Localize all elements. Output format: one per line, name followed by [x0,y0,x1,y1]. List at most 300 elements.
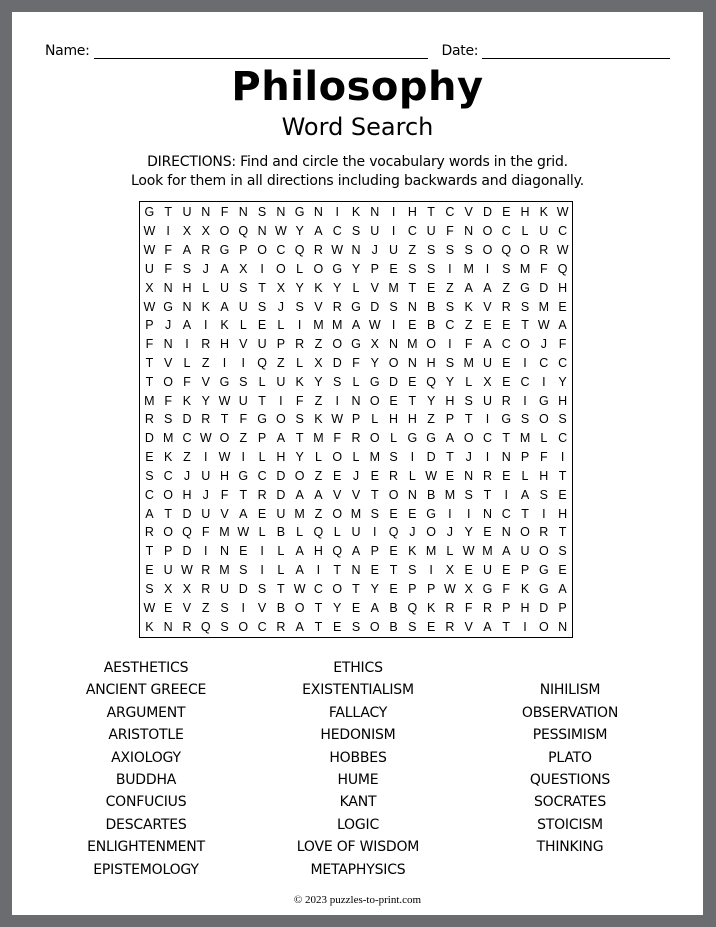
grid-cell[interactable]: Y [558,374,567,389]
grid-cell[interactable]: I [429,563,433,578]
grid-cell[interactable]: S [295,412,304,427]
grid-cell[interactable]: T [521,506,529,521]
grid-cell[interactable]: J [202,487,209,502]
grid-cell[interactable]: I [185,337,189,352]
grid-cell[interactable]: O [369,393,380,408]
grid-cell[interactable]: L [296,525,304,540]
grid-cell[interactable]: A [295,619,304,634]
grid-cell[interactable]: G [538,563,549,578]
grid-cell[interactable]: W [556,205,569,220]
grid-cell[interactable]: R [389,468,399,483]
grid-cell[interactable]: S [351,224,361,239]
grid-cell[interactable]: O [219,431,230,446]
grid-cell[interactable]: J [183,468,191,483]
grid-cell[interactable]: N [201,205,211,220]
grid-cell[interactable]: Z [502,280,511,295]
grid-cell[interactable]: D [238,581,248,596]
grid-cell[interactable]: R [276,619,286,634]
grid-cell[interactable]: L [352,450,360,465]
grid-cell[interactable]: L [258,450,266,465]
grid-cell[interactable]: O [294,468,305,483]
grid-cell[interactable]: M [463,356,474,370]
grid-cell[interactable]: W [143,243,156,258]
grid-cell[interactable]: M [407,337,418,352]
grid-cell[interactable]: X [182,224,192,239]
grid-cell[interactable]: B [276,600,286,615]
grid-cell[interactable]: T [464,412,473,427]
grid-cell[interactable]: I [485,261,490,276]
grid-cell[interactable]: O [520,525,530,540]
grid-cell[interactable]: U [144,261,154,276]
grid-cell[interactable]: T [145,356,154,370]
grid-cell[interactable]: O [520,243,530,258]
grid-cell[interactable]: W [143,299,156,314]
grid-cell[interactable]: J [165,318,172,333]
grid-cell[interactable]: U [539,224,549,239]
grid-cell[interactable]: S [558,544,567,559]
grid-cell[interactable]: F [446,224,454,239]
grid-cell[interactable]: F [164,243,172,258]
grid-cell[interactable]: T [427,205,435,220]
grid-cell[interactable]: L [352,374,360,389]
grid-cell[interactable]: A [239,506,248,521]
grid-cell[interactable]: T [558,525,567,540]
grid-cell[interactable]: B [426,299,436,314]
grid-cell[interactable]: I [297,318,302,333]
grid-cell[interactable]: N [464,468,474,483]
grid-cell[interactable]: F [295,393,304,408]
grid-cell[interactable]: M [313,431,324,446]
grid-cell[interactable]: S [145,468,154,483]
grid-cell[interactable]: T [164,205,172,220]
grid-cell[interactable]: P [145,318,154,333]
grid-cell[interactable]: A [314,487,323,502]
grid-cell[interactable]: F [183,374,191,389]
grid-cell[interactable]: S [464,393,473,408]
grid-cell[interactable]: W [537,318,550,333]
grid-cell[interactable]: B [389,619,398,634]
grid-cell[interactable]: S [351,619,361,634]
grid-cell[interactable]: H [426,356,436,370]
grid-cell[interactable]: R [201,412,211,427]
grid-cell[interactable]: G [520,280,530,295]
grid-cell[interactable]: K [408,544,417,559]
grid-cell[interactable]: T [145,544,154,559]
grid-cell[interactable]: E [351,600,361,615]
grid-cell[interactable]: U [482,563,492,578]
grid-cell[interactable]: J [277,299,284,314]
grid-cell[interactable]: T [558,468,567,483]
grid-cell[interactable]: K [520,581,530,596]
grid-cell[interactable]: H [389,412,399,427]
grid-cell[interactable]: S [370,506,379,521]
grid-cell[interactable]: M [369,450,380,465]
grid-cell[interactable]: E [464,563,473,578]
grid-cell[interactable]: P [558,600,567,615]
grid-cell[interactable]: G [351,299,361,314]
grid-cell[interactable]: F [333,431,342,446]
grid-cell[interactable]: V [370,280,379,295]
grid-cell[interactable]: E [426,619,436,634]
grid-cell[interactable]: U [182,205,192,220]
grid-cell[interactable]: O [426,337,436,352]
grid-cell[interactable]: M [388,280,399,295]
grid-cell[interactable]: T [521,318,529,333]
grid-cell[interactable]: X [201,224,210,239]
grid-cell[interactable]: O [538,412,549,427]
grid-cell[interactable]: X [445,563,455,578]
grid-cell[interactable]: W [462,544,475,559]
grid-cell[interactable]: I [523,393,527,408]
grid-cell[interactable]: A [520,487,530,502]
grid-cell[interactable]: M [482,544,493,559]
grid-cell[interactable]: E [426,280,436,295]
grid-cell[interactable]: Q [238,224,249,239]
grid-cell[interactable]: T [408,280,417,295]
grid-cell[interactable]: X [182,581,192,596]
grid-cell[interactable]: U [482,393,492,408]
grid-cell[interactable]: O [388,487,399,502]
grid-cell[interactable]: V [201,374,210,389]
grid-cell[interactable]: U [276,374,286,389]
grid-cell[interactable]: A [483,619,492,634]
grid-cell[interactable]: I [485,450,490,465]
grid-cell[interactable]: U [426,224,436,239]
grid-cell[interactable]: O [219,224,230,239]
grid-cell[interactable]: C [558,356,568,370]
grid-cell[interactable]: Y [445,374,455,389]
grid-cell[interactable]: G [219,374,230,389]
grid-cell[interactable]: S [558,412,567,427]
grid-cell[interactable]: C [482,431,492,446]
grid-cell[interactable]: E [389,393,398,408]
grid-cell[interactable]: O [163,487,174,502]
grid-cell[interactable]: S [539,487,548,502]
grid-cell[interactable]: N [407,299,417,314]
grid-cell[interactable]: P [370,261,379,276]
grid-cell[interactable]: C [445,205,455,220]
grid-cell[interactable]: F [352,356,360,370]
grid-cell[interactable]: H [445,393,455,408]
grid-cell[interactable]: J [352,468,360,483]
grid-cell[interactable]: E [502,468,511,483]
grid-cell[interactable]: G [369,374,380,389]
grid-cell[interactable]: E [389,261,398,276]
grid-cell[interactable]: I [504,487,508,502]
grid-cell[interactable]: Z [427,412,435,427]
grid-cell[interactable]: G [501,412,512,427]
grid-cell[interactable]: I [260,544,264,559]
grid-cell[interactable]: K [164,450,173,465]
grid-cell[interactable]: S [426,261,436,276]
grid-cell[interactable]: C [501,506,511,521]
grid-cell[interactable]: E [145,450,154,465]
grid-cell[interactable]: L [277,544,285,559]
grid-cell[interactable]: P [520,450,530,465]
grid-cell[interactable]: Z [314,468,323,483]
grid-cell[interactable]: Y [370,581,379,596]
grid-cell[interactable]: C [445,318,455,333]
grid-cell[interactable]: N [238,205,248,220]
grid-cell[interactable]: W [556,243,569,258]
grid-cell[interactable]: I [260,563,264,578]
grid-cell[interactable]: R [332,299,342,314]
grid-cell[interactable]: T [370,487,379,502]
grid-cell[interactable]: A [182,318,192,333]
grid-cell[interactable]: G [538,393,549,408]
grid-cell[interactable]: R [313,243,323,258]
grid-cell[interactable]: L [446,544,454,559]
grid-cell[interactable]: Q [294,243,305,258]
grid-cell[interactable]: M [294,506,305,521]
grid-cell[interactable]: N [482,506,492,521]
grid-cell[interactable]: G [219,243,230,258]
grid-cell[interactable]: I [448,506,452,521]
grid-cell[interactable]: U [238,299,248,314]
grid-cell[interactable]: A [220,261,229,276]
grid-cell[interactable]: U [389,243,399,258]
date-field[interactable] [482,44,670,59]
grid-cell[interactable]: C [144,487,154,502]
grid-cell[interactable]: N [558,619,568,634]
grid-cell[interactable]: S [464,243,473,258]
grid-cell[interactable]: O [538,619,549,634]
grid-cell[interactable]: O [369,431,380,446]
grid-cell[interactable]: N [182,299,192,314]
grid-cell[interactable]: L [352,280,360,295]
grid-cell[interactable]: C [539,356,549,370]
grid-cell[interactable]: I [485,412,490,427]
grid-cell[interactable]: U [482,356,492,370]
grid-cell[interactable]: U [238,393,248,408]
grid-cell[interactable]: A [351,318,361,333]
grid-cell[interactable]: J [202,261,209,276]
grid-cell[interactable]: A [483,337,492,352]
grid-cell[interactable]: S [408,563,417,578]
grid-cell[interactable]: C [558,224,568,239]
grid-cell[interactable]: S [182,261,192,276]
grid-cell[interactable]: F [164,261,172,276]
grid-cell[interactable]: T [483,487,492,502]
grid-cell[interactable]: N [501,525,511,540]
grid-cell[interactable]: Z [464,318,473,333]
grid-cell[interactable]: E [164,600,173,615]
grid-cell[interactable]: E [558,563,567,578]
grid-cell[interactable]: A [276,431,286,446]
grid-cell[interactable]: H [558,506,568,521]
grid-cell[interactable]: D [426,450,436,465]
grid-cell[interactable]: L [239,318,247,333]
grid-cell[interactable]: O [332,506,343,521]
grid-cell[interactable]: O [275,412,286,427]
grid-cell[interactable]: Y [426,393,436,408]
grid-cell[interactable]: O [313,261,324,276]
grid-cell[interactable]: S [220,619,229,634]
grid-cell[interactable]: A [370,600,379,615]
grid-cell[interactable]: K [539,205,548,220]
grid-cell[interactable]: T [277,581,285,596]
grid-cell[interactable]: W [218,393,231,408]
grid-cell[interactable]: I [203,318,208,333]
grid-cell[interactable]: P [351,412,361,427]
grid-cell[interactable]: M [219,525,230,540]
grid-cell[interactable]: O [163,525,174,540]
grid-cell[interactable]: U [520,544,530,559]
grid-cell[interactable]: N [351,393,361,408]
grid-cell[interactable]: R [295,337,305,352]
grid-cell[interactable]: N [163,337,173,352]
grid-cell[interactable]: S [164,412,173,427]
grid-cell[interactable]: Z [277,356,285,370]
grid-cell[interactable]: O [482,224,493,239]
grid-cell[interactable]: B [389,600,398,615]
grid-cell[interactable]: C [313,581,323,596]
grid-cell[interactable]: X [239,261,248,276]
grid-cell[interactable]: M [144,393,155,408]
grid-cell[interactable]: R [501,393,511,408]
grid-cell[interactable]: T [314,600,323,615]
grid-cell[interactable]: L [521,224,529,239]
grid-cell[interactable]: T [295,431,304,446]
grid-cell[interactable]: S [257,299,267,314]
grid-cell[interactable]: L [521,468,529,483]
grid-cell[interactable]: L [296,261,304,276]
grid-cell[interactable]: Q [407,600,418,615]
grid-cell[interactable]: A [295,487,304,502]
grid-cell[interactable]: G [257,412,267,427]
grid-cell[interactable]: A [464,280,473,295]
grid-cell[interactable]: R [445,600,455,615]
grid-cell[interactable]: A [502,544,511,559]
grid-cell[interactable]: L [314,450,322,465]
grid-cell[interactable]: F [164,393,172,408]
grid-cell[interactable]: N [276,205,286,220]
grid-cell[interactable]: F [539,261,548,276]
grid-cell[interactable]: Y [370,356,379,370]
grid-cell[interactable]: O [538,544,549,559]
grid-cell[interactable]: C [407,224,417,239]
grid-cell[interactable]: V [182,600,192,615]
grid-cell[interactable]: P [164,544,173,559]
grid-cell[interactable]: I [335,393,339,408]
grid-cell[interactable]: M [519,261,531,276]
grid-cell[interactable]: A [558,581,567,596]
grid-cell[interactable]: G [238,468,249,483]
grid-cell[interactable]: T [352,581,360,596]
grid-cell[interactable]: V [483,299,492,314]
grid-cell[interactable]: S [408,619,417,634]
grid-cell[interactable]: Q [557,261,568,276]
grid-cell[interactable]: K [145,619,154,634]
grid-cell[interactable]: U [220,280,230,295]
grid-cell[interactable]: V [220,506,229,521]
grid-cell[interactable]: M [538,299,550,314]
grid-cell[interactable]: W [425,468,438,483]
grid-cell[interactable]: S [239,563,248,578]
grid-cell[interactable]: T [239,487,248,502]
grid-cell[interactable]: K [351,205,361,220]
grid-cell[interactable]: L [277,563,285,578]
grid-cell[interactable]: N [464,224,474,239]
grid-cell[interactable]: U [276,506,286,521]
grid-cell[interactable]: V [333,487,342,502]
grid-cell[interactable]: U [370,224,380,239]
grid-cell[interactable]: R [257,487,267,502]
grid-cell[interactable]: T [502,431,511,446]
grid-cell[interactable]: H [276,450,286,465]
grid-cell[interactable]: J [371,243,378,258]
grid-cell[interactable]: E [389,581,398,596]
grid-cell[interactable]: F [558,337,567,352]
grid-cell[interactable]: P [257,431,267,446]
grid-cell[interactable]: O [463,431,474,446]
grid-cell[interactable]: D [482,205,492,220]
grid-cell[interactable]: H [539,468,549,483]
grid-cell[interactable]: Q [200,619,211,634]
grid-cell[interactable]: V [164,356,173,370]
grid-cell[interactable]: E [558,487,567,502]
grid-cell[interactable]: P [239,243,248,258]
grid-cell[interactable]: F [239,412,248,427]
grid-cell[interactable]: L [333,525,341,540]
grid-cell[interactable]: W [143,600,156,615]
grid-cell[interactable]: S [333,374,342,389]
grid-cell[interactable]: S [295,299,304,314]
grid-cell[interactable]: D [539,280,549,295]
grid-cell[interactable]: E [333,468,342,483]
grid-cell[interactable]: C [520,374,530,389]
grid-cell[interactable]: K [220,318,229,333]
grid-cell[interactable]: H [182,487,192,502]
grid-cell[interactable]: T [220,412,229,427]
grid-cell[interactable]: E [333,619,342,634]
grid-cell[interactable]: O [294,600,305,615]
grid-cell[interactable]: V [464,619,473,634]
grid-cell[interactable]: E [502,563,511,578]
grid-cell[interactable]: A [295,544,304,559]
grid-cell[interactable]: P [520,563,530,578]
grid-cell[interactable]: L [202,280,210,295]
grid-cell[interactable]: Z [314,337,323,352]
grid-cell[interactable]: S [239,374,248,389]
grid-cell[interactable]: E [389,506,398,521]
grid-cell[interactable]: Z [239,431,248,446]
grid-cell[interactable]: Y [201,393,210,408]
grid-cell[interactable]: O [275,261,286,276]
grid-cell[interactable]: B [426,487,436,502]
grid-cell[interactable]: I [335,205,339,220]
grid-cell[interactable]: Y [464,525,473,540]
grid-cell[interactable]: D [182,412,192,427]
grid-cell[interactable]: G [163,299,174,314]
grid-cell[interactable]: O [426,525,436,540]
grid-cell[interactable]: D [182,544,192,559]
grid-cell[interactable]: I [466,506,471,521]
grid-cell[interactable]: A [314,224,323,239]
grid-cell[interactable]: N [389,337,399,352]
grid-cell[interactable]: G [332,261,343,276]
grid-cell[interactable]: K [426,600,436,615]
grid-cell[interactable]: Y [333,600,342,615]
grid-cell[interactable]: I [166,224,170,239]
grid-cell[interactable]: L [258,525,266,540]
grid-cell[interactable]: S [520,412,530,427]
grid-cell[interactable]: L [540,431,548,446]
grid-cell[interactable]: Q [332,544,343,559]
grid-cell[interactable]: E [502,205,511,220]
grid-cell[interactable]: D [276,468,286,483]
grid-cell[interactable]: W [293,581,306,596]
